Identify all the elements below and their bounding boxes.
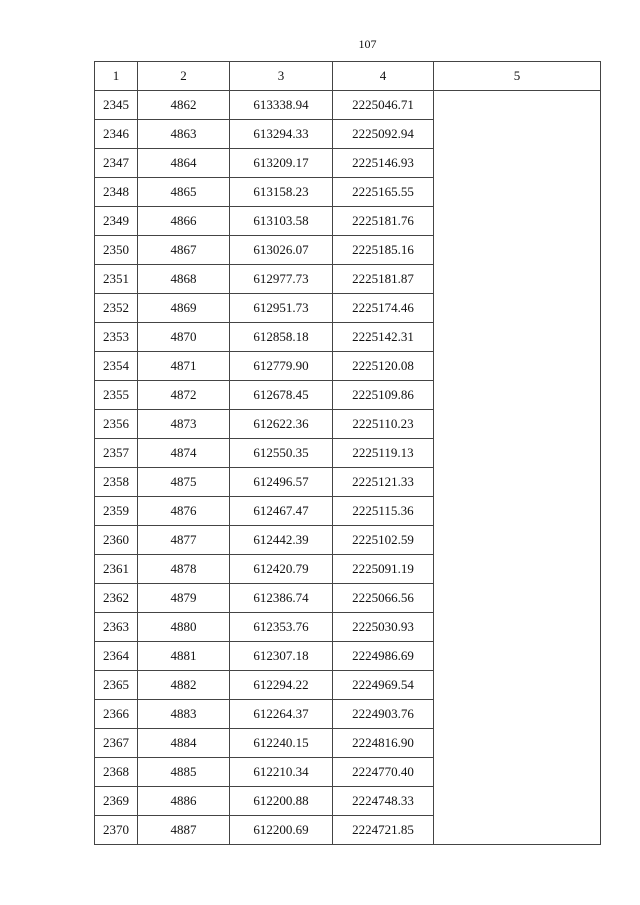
table-cell-col-1: 2348 (95, 178, 138, 207)
column-header-1: 1 (95, 62, 138, 91)
table-cell-col-2: 4880 (138, 613, 230, 642)
table-row (95, 613, 601, 642)
table-cell-col-4: 2225091.19 (333, 555, 434, 584)
table-cell-col-5 (434, 294, 601, 323)
column-header-5: 5 (434, 62, 601, 91)
table-cell-col-2: 4887 (138, 816, 230, 845)
table-cell-col-4: 2225092.94 (333, 120, 434, 149)
table-cell-col-1: 2362 (95, 584, 138, 613)
column-header-3: 3 (230, 62, 333, 91)
table-row (95, 584, 601, 613)
table-cell-col-2: 4885 (138, 758, 230, 787)
table-row (95, 236, 601, 265)
table-cell-col-4: 2225142.31 (333, 323, 434, 352)
table-cell-col-3: 612678.45 (230, 381, 333, 410)
table-cell-col-1: 2349 (95, 207, 138, 236)
table-cell-col-2: 4869 (138, 294, 230, 323)
table-cell-col-2: 4872 (138, 381, 230, 410)
table-cell-col-4: 2225066.56 (333, 584, 434, 613)
table-cell-col-3: 613158.23 (230, 178, 333, 207)
table-row (95, 410, 601, 439)
table-row (95, 787, 601, 816)
table-row (95, 468, 601, 497)
table-cell-col-1: 2367 (95, 729, 138, 758)
table-cell-col-2: 4877 (138, 526, 230, 555)
table-row (95, 642, 601, 671)
table-cell-col-4: 2225102.59 (333, 526, 434, 555)
table-cell-col-2: 4865 (138, 178, 230, 207)
table-cell-col-1: 2347 (95, 149, 138, 178)
table-cell-col-2: 4868 (138, 265, 230, 294)
table-cell-col-3: 613103.58 (230, 207, 333, 236)
table-row (95, 178, 601, 207)
table-cell-col-1: 2356 (95, 410, 138, 439)
table-row (95, 758, 601, 787)
table-cell-col-2: 4876 (138, 497, 230, 526)
table-cell-col-5 (434, 468, 601, 497)
table-cell-col-3: 612550.35 (230, 439, 333, 468)
table-cell-col-4: 2225120.08 (333, 352, 434, 381)
table-cell-col-4: 2225181.76 (333, 207, 434, 236)
table-row (95, 439, 601, 468)
table-row (95, 265, 601, 294)
table-cell-col-5 (434, 555, 601, 584)
table-cell-col-2: 4882 (138, 671, 230, 700)
table-cell-col-3: 612210.34 (230, 758, 333, 787)
table-row (95, 91, 601, 120)
table-cell-col-1: 2359 (95, 497, 138, 526)
table-cell-col-1: 2364 (95, 642, 138, 671)
table-cell-col-5 (434, 265, 601, 294)
table-cell-col-1: 2351 (95, 265, 138, 294)
table-cell-col-4: 2224903.76 (333, 700, 434, 729)
table-row (95, 149, 601, 178)
table-cell-col-3: 612353.76 (230, 613, 333, 642)
table-header-row (95, 62, 601, 91)
table-cell-col-4: 2224986.69 (333, 642, 434, 671)
table-cell-col-1: 2366 (95, 700, 138, 729)
table-cell-col-2: 4870 (138, 323, 230, 352)
table-cell-col-2: 4863 (138, 120, 230, 149)
table-row (95, 497, 601, 526)
table-cell-col-3: 612977.73 (230, 265, 333, 294)
table-cell-col-5 (434, 120, 601, 149)
table-cell-col-3: 612442.39 (230, 526, 333, 555)
table-cell-col-5 (434, 207, 601, 236)
table-body (95, 91, 601, 845)
table-cell-col-3: 612420.79 (230, 555, 333, 584)
table-cell-col-4: 2224816.90 (333, 729, 434, 758)
table-cell-col-5 (434, 91, 601, 120)
table-cell-col-2: 4881 (138, 642, 230, 671)
table-cell-col-1: 2352 (95, 294, 138, 323)
table-row (95, 700, 601, 729)
table-cell-col-5 (434, 497, 601, 526)
table-cell-col-3: 612622.36 (230, 410, 333, 439)
table-row (95, 352, 601, 381)
table-cell-col-2: 4886 (138, 787, 230, 816)
table-cell-col-1: 2365 (95, 671, 138, 700)
table-cell-col-4: 2225181.87 (333, 265, 434, 294)
table-cell-col-5 (434, 352, 601, 381)
table-cell-col-5 (434, 642, 601, 671)
table-cell-col-3: 612779.90 (230, 352, 333, 381)
table-cell-col-3: 612467.47 (230, 497, 333, 526)
table-cell-col-4: 2225046.71 (333, 91, 434, 120)
table-cell-col-1: 2350 (95, 236, 138, 265)
table-cell-col-3: 612496.57 (230, 468, 333, 497)
table-cell-col-5 (434, 816, 601, 845)
table-cell-col-5 (434, 526, 601, 555)
table-cell-col-1: 2361 (95, 555, 138, 584)
table-cell-col-1: 2368 (95, 758, 138, 787)
table-cell-col-5 (434, 149, 601, 178)
table-cell-col-5 (434, 787, 601, 816)
table-cell-col-1: 2369 (95, 787, 138, 816)
table-cell-col-4: 2225185.16 (333, 236, 434, 265)
table-cell-col-5 (434, 671, 601, 700)
table-cell-col-4: 2224969.54 (333, 671, 434, 700)
table-row (95, 323, 601, 352)
table-cell-col-4: 2224770.40 (333, 758, 434, 787)
table-cell-col-2: 4883 (138, 700, 230, 729)
table-row (95, 729, 601, 758)
table-cell-col-5 (434, 758, 601, 787)
table-cell-col-4: 2225030.93 (333, 613, 434, 642)
table-cell-col-2: 4874 (138, 439, 230, 468)
table-cell-col-1: 2357 (95, 439, 138, 468)
table-cell-col-3: 612240.15 (230, 729, 333, 758)
table-cell-col-4: 2225165.55 (333, 178, 434, 207)
table-row (95, 526, 601, 555)
table-cell-col-3: 612294.22 (230, 671, 333, 700)
column-header-2: 2 (138, 62, 230, 91)
table-cell-col-5 (434, 410, 601, 439)
table-cell-col-3: 612307.18 (230, 642, 333, 671)
table-cell-col-2: 4875 (138, 468, 230, 497)
table-cell-col-4: 2225115.36 (333, 497, 434, 526)
table-cell-col-5 (434, 381, 601, 410)
table-cell-col-5 (434, 584, 601, 613)
table-cell-col-3: 613294.33 (230, 120, 333, 149)
table-cell-col-5 (434, 439, 601, 468)
table-cell-col-2: 4862 (138, 91, 230, 120)
page-number: 107 (358, 37, 377, 51)
table-cell-col-4: 2225110.23 (333, 410, 434, 439)
table-cell-col-4: 2224721.85 (333, 816, 434, 845)
table-row (95, 120, 601, 149)
table-cell-col-1: 2358 (95, 468, 138, 497)
table-cell-col-3: 612951.73 (230, 294, 333, 323)
table-cell-col-2: 4864 (138, 149, 230, 178)
table-cell-col-2: 4879 (138, 584, 230, 613)
column-header-4: 4 (333, 62, 434, 91)
table-cell-col-3: 612858.18 (230, 323, 333, 352)
table-cell-col-5 (434, 700, 601, 729)
table-cell-col-3: 612386.74 (230, 584, 333, 613)
table-cell-col-3: 612200.88 (230, 787, 333, 816)
table-cell-col-5 (434, 729, 601, 758)
table-cell-col-2: 4873 (138, 410, 230, 439)
table-cell-col-2: 4878 (138, 555, 230, 584)
table-cell-col-5 (434, 323, 601, 352)
table-cell-col-1: 2360 (95, 526, 138, 555)
table-cell-col-1: 2354 (95, 352, 138, 381)
table-cell-col-2: 4866 (138, 207, 230, 236)
table-cell-col-3: 612264.37 (230, 700, 333, 729)
table-cell-col-4: 2225109.86 (333, 381, 434, 410)
table-cell-col-1: 2353 (95, 323, 138, 352)
table-cell-col-2: 4867 (138, 236, 230, 265)
table-cell-col-3: 612200.69 (230, 816, 333, 845)
table-row (95, 207, 601, 236)
table-cell-col-4: 2224748.33 (333, 787, 434, 816)
table-row (95, 671, 601, 700)
table-cell-col-4: 2225121.33 (333, 468, 434, 497)
table-cell-col-5 (434, 178, 601, 207)
table-cell-col-4: 2225146.93 (333, 149, 434, 178)
table-cell-col-2: 4871 (138, 352, 230, 381)
table-cell-col-2: 4884 (138, 729, 230, 758)
table-cell-col-5 (434, 613, 601, 642)
table-cell-col-4: 2225119.13 (333, 439, 434, 468)
table-cell-col-3: 613209.17 (230, 149, 333, 178)
table-cell-col-4: 2225174.46 (333, 294, 434, 323)
table-cell-col-3: 613338.94 (230, 91, 333, 120)
table-cell-col-1: 2355 (95, 381, 138, 410)
table-cell-col-1: 2345 (95, 91, 138, 120)
coordinates-table (94, 61, 601, 845)
table-cell-col-1: 2370 (95, 816, 138, 845)
table-row (95, 555, 601, 584)
table-cell-col-1: 2346 (95, 120, 138, 149)
table-row (95, 294, 601, 323)
table-row (95, 816, 601, 845)
table-cell-col-5 (434, 236, 601, 265)
table-cell-col-1: 2363 (95, 613, 138, 642)
table-cell-col-3: 613026.07 (230, 236, 333, 265)
table-row (95, 381, 601, 410)
